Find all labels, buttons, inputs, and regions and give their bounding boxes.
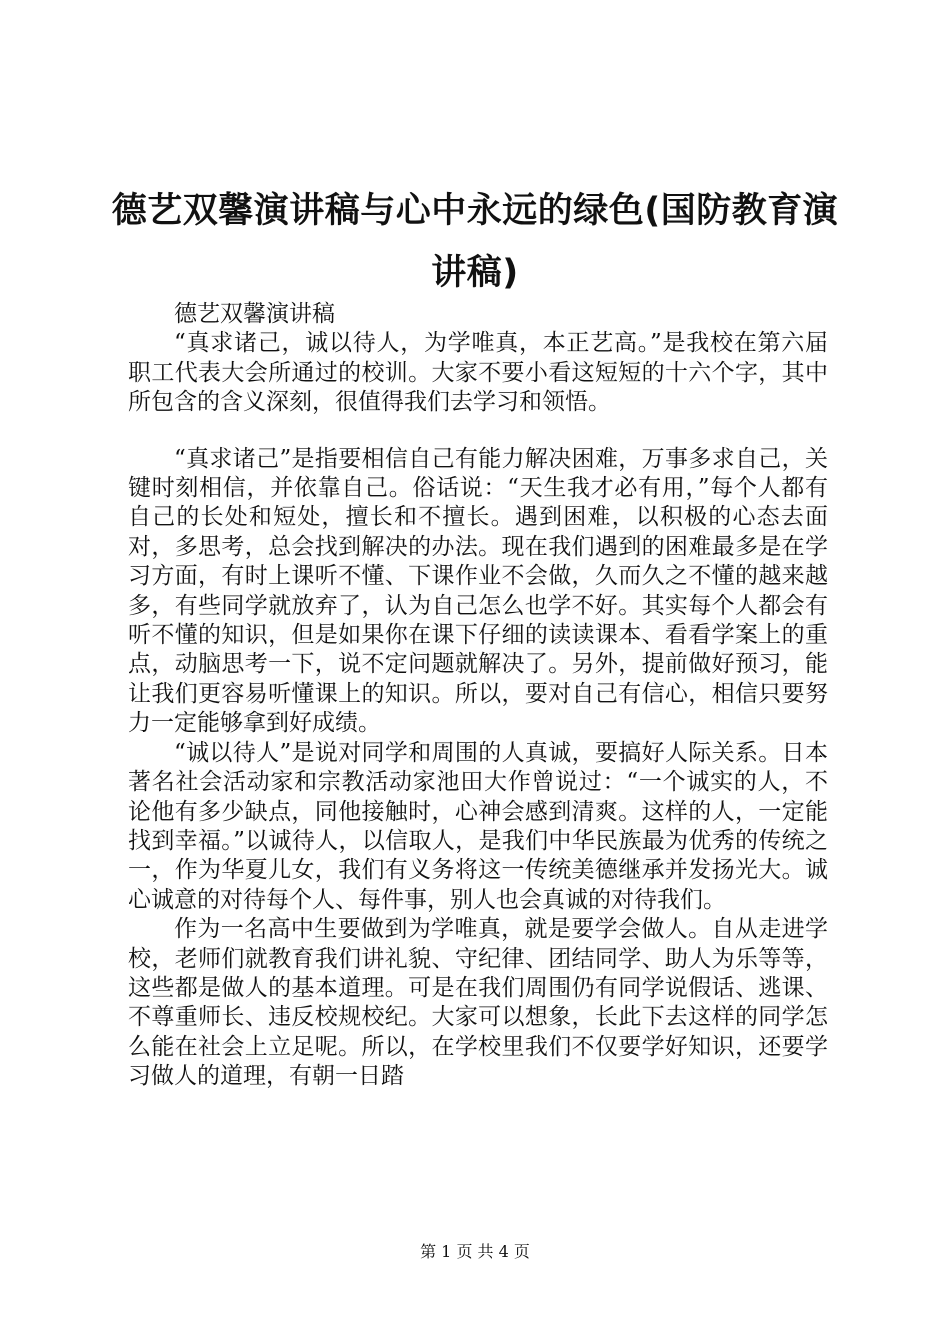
document-title: 德艺双馨演讲稿与心中永远的绿色(国防教育演讲稿) [111, 191, 839, 293]
paragraph-1: “真求诸己，诚以待人，为学唯真，本正艺高。”是我校在第六届职工代表大会所通过的校训。大家不要小看这短短的十六个字，其中所包含的含义深刻，很值得我们去学习和领悟。 [128, 330, 828, 416]
paragraph-2: “真求诸己”是指要相信自己有能力解决困难，万事多求自己，关键时刻相信，并依靠自己。俗话说：“天生我才必有用，”每个人都有自己的长处和短处，擅长和不擅长。遇到困难，以积极的心态去面对，多思考，总会找到解决的办法。现在我们遇到的困难最多是在学习方面，有时上课听不懂、下课作业不会做，久而久之不懂的越来越多，有些同学就放弃了，认为自己怎么也学不好。其实每个人都会有听不懂的知识，但是如果你在课下仔细的读读课本、看看学案上的重点，动脑思考一下，说不定问题就解决了。另外，提前做好预习，能让我们更容易听懂课上的知识。所以，要对自己有信心，相信只要努力一定能够拿到好成绩。 [128, 445, 828, 737]
page-number-footer: 第 1 页 共 4 页 [420, 1242, 530, 1261]
document-body [128, 300, 828, 1092]
paragraph-4: 作为一名高中生要做到为学唯真，就是要学会做人。自从走进学校，老师们就教育我们讲礼貌、守纪律、团结同学、助人为乐等等，这些都是做人的基本道理。可是在我们周围仍有同学说假话、逃课、不尊重师长、违反校规校纪。大家可以想象，长此下去这样的同学怎么能在社会上立足呢。所以，在学校里我们不仅要学好知识，还要学习做人的道理，有朝一日踏 [128, 916, 828, 1090]
document-subtitle: 德艺双馨演讲稿 [174, 301, 335, 327]
paragraph-3: “诚以待人”是说对同学和周围的人真诚，要搞好人际关系。日本著名社会活动家和宗教活动家池田大作曾说过：“一个诚实的人，不论他有多少缺点，同他接触时，心神会感到清爽。这样的人，一定能找到幸福。”以诚待人，以信取人，是我们中华民族最为优秀的传统之一，作为华夏儿女，我们有义务将这一传统美德继承并发扬光大。诚心诚意的对待每个人、每件事，别人也会真诚的对待我们。 [128, 739, 828, 913]
